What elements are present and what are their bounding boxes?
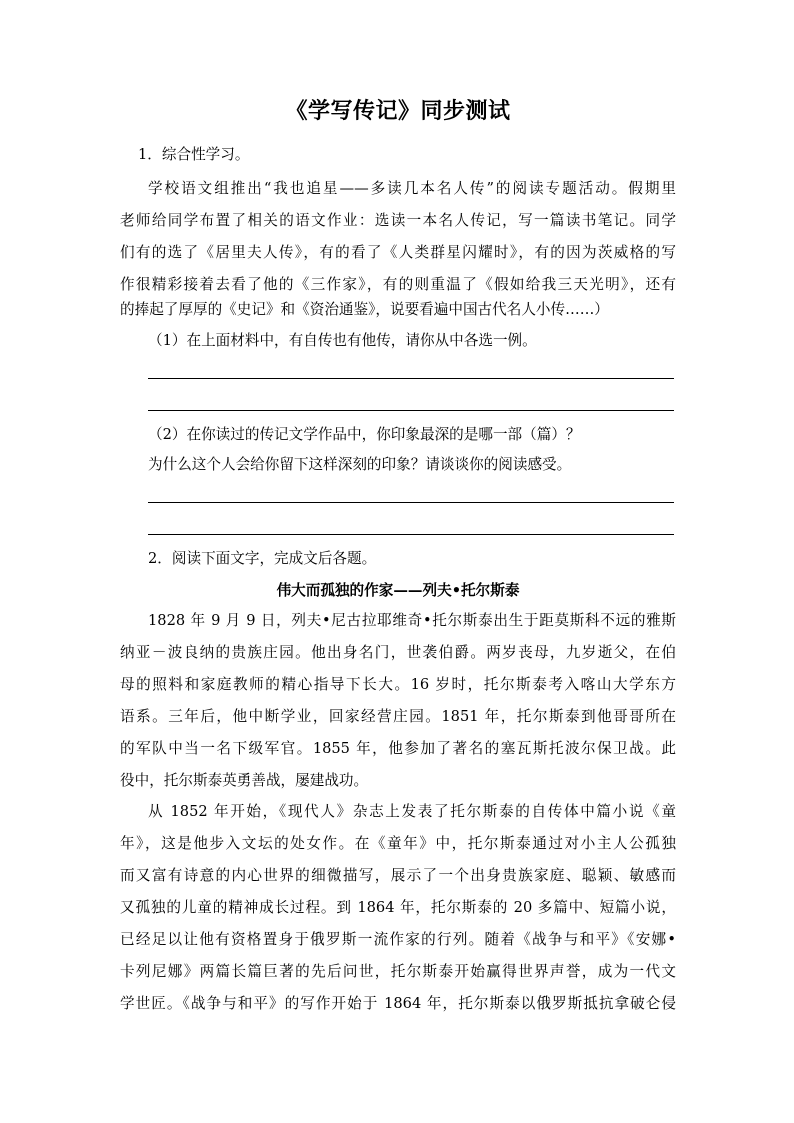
article-line: 学世匠。《战争与和平》的写作开始于 1864 年，托尔斯泰以俄罗斯抵抗拿破仑侵: [120, 995, 676, 1012]
q1-text-line: 作很精彩接着去看了他的《三作家》，有的则重温了《假如给我三天光明》，还有: [120, 276, 676, 293]
answer-line[interactable]: [148, 378, 674, 379]
q1-text-line: 们有的选了《居里夫人传》，有的看了《人类群星闪耀时》，有的因为茨威格的写: [120, 244, 676, 261]
q1-text-line: 的捧起了厚厚的《史记》和《资治通鉴》，说要看遍中国古代名人小传……）: [120, 301, 609, 318]
q1-sub-question-2-cont: 为什么这个人会给你留下这样深刻的印象？请谈谈你的阅读感受。: [148, 456, 572, 473]
article-line: 纳亚－波良纳的贵族庄园。他出身名门，世袭伯爵。两岁丧母，九岁逝父，在伯: [120, 644, 676, 661]
page-title: 《学写传记》同步测试: [285, 98, 511, 124]
article-line: 年》，这是他步入文坛的处女作。在《童年》中，托尔斯泰通过对小主人公孤独: [120, 835, 676, 852]
article-title: 伟大而孤独的作家——列夫•托尔斯泰: [276, 582, 520, 599]
article-line: 1828 年 9 月 9 日，列夫•尼古拉耶维奇•托尔斯泰出生于距莫斯科不远的雅斯: [148, 612, 676, 629]
article-line: 语系。三年后，他中断学业，回家经营庄园。1851 年，托尔斯泰到他哥哥所在: [120, 708, 676, 725]
article-line: 的军队中当一名下级军官。1855 年，他参加了著名的塞瓦斯托波尔保卫战。此: [120, 740, 676, 757]
question-1-heading: 1．综合性学习。: [138, 146, 250, 163]
answer-line[interactable]: [148, 502, 674, 503]
document-page: [120, 0, 676, 1123]
article-line: 卡列尼娜》两篇长篇巨著的先后问世，托尔斯泰开始赢得世界声誉，成为一代文: [120, 963, 676, 980]
article-line: 从 1852 年开始，《现代人》杂志上发表了托尔斯泰的自传体中篇小说《童: [148, 803, 676, 820]
question-2-heading: 2．阅读下面文字，完成文后各题。: [148, 550, 377, 567]
q1-text-line: 老师给同学布置了相关的语文作业：选读一本名人传记，写一篇读书笔记。同学: [120, 212, 676, 229]
article-line: 母的照料和家庭教师的精心指导下长大。16 岁时，托尔斯泰考入喀山大学东方: [120, 676, 676, 693]
answer-line[interactable]: [148, 410, 674, 411]
q1-sub-question-2: （2）在你读过的传记文学作品中，你印象最深的是哪一部（篇）？: [148, 426, 581, 443]
answer-line[interactable]: [148, 534, 674, 535]
article-line: 而又富有诗意的内心世界的细微描写，展示了一个出身贵族家庭、聪颖、敏感而: [120, 867, 676, 884]
article-line: 役中，托尔斯泰英勇善战，屡建战功。: [120, 772, 369, 789]
article-line: 已经足以让他有资格置身于俄罗斯一流作家的行列。随着《战争与和平》《安娜•: [120, 931, 676, 948]
q1-text-line: 学校语文组推出“我也追星——多读几本名人传”的阅读专题活动。假期里: [148, 180, 676, 197]
q1-sub-question-1: （1）在上面材料中，有自传也有他传，请你从中各选一例。: [148, 332, 537, 349]
article-line: 又孤独的儿童的精神成长过程。到 1864 年，托尔斯泰的 20 多篇中、短篇小说，: [120, 899, 676, 916]
